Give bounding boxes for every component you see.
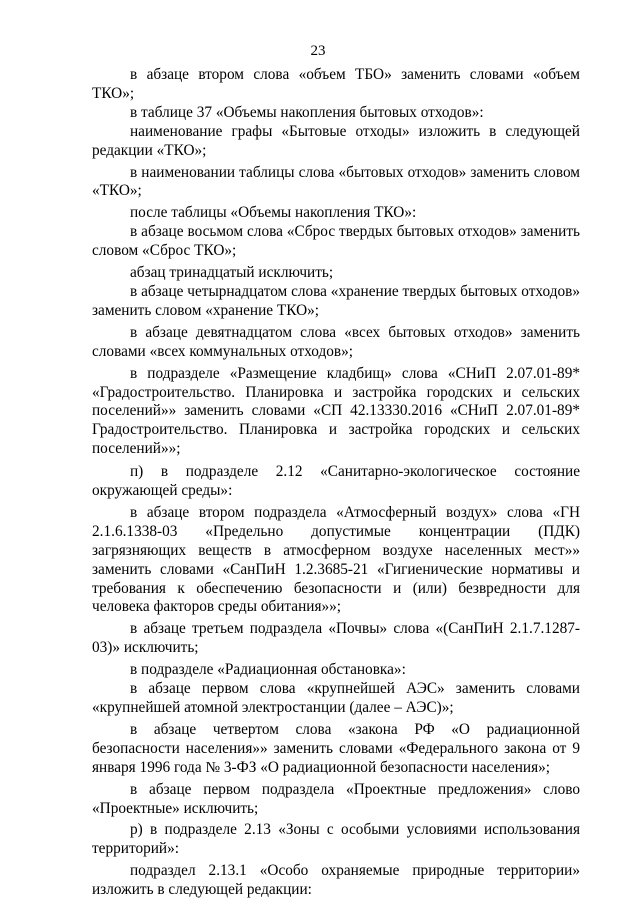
paragraph: в абзаце третьем подраздела «Почвы» слова «(СанПиН 2.1.7.1287-03)» исключить; — [92, 620, 580, 657]
paragraph: р) в подразделе 2.13 «Зоны с особыми условиями использования территорий»: — [92, 821, 580, 858]
paragraph: в подразделе «Радиационная обстановка»: — [130, 661, 406, 679]
document-body — [92, 66, 580, 900]
page-number: 23 — [310, 43, 326, 59]
paragraph: в абзаце втором слова «объем ТБО» заменить словами «объем ТКО»; — [92, 66, 580, 102]
paragraph: после таблицы «Объемы накопления ТКО»: — [130, 204, 417, 222]
paragraph: в абзаце первом подраздела «Проектные предложения» слово «Проектные» исключить; — [92, 780, 580, 817]
paragraph: в абзаце девятнадцатом слова «всех бытовых отходов» заменить словами «всех коммунальных отходов»; — [92, 323, 580, 360]
paragraph: в абзаце четырнадцатом слова «хранение твердых бытовых отходов» заменить словом «хранение ТКО»; — [92, 282, 580, 319]
paragraph: в абзаце четвертом слова «закона РФ «О радиационной безопасности населения»» заменить словами «Федерального закона от 9 января 1996 года № 3-ФЗ «О радиационной безопасности населения»; — [92, 720, 580, 776]
paragraph: подраздел 2.13.1 «Особо охраняемые природные территории» изложить в следующей редакции: — [92, 862, 580, 899]
paragraph: в абзаце восьмом слова «Сброс твердых бытовых отходов» заменить словом «Сброс ТКО»; — [92, 223, 580, 260]
paragraph: наименование графы «Бытовые отходы» изложить в следующей редакции «ТКО»; — [92, 122, 580, 159]
paragraph: в таблице 37 «Объемы накопления бытовых отходов»: — [130, 103, 484, 121]
paragraph: в подразделе «Размещение кладбищ» слова «СНиП 2.07.01-89* «Градостроительство. Планировка и застройка городских и сельских поселений»» заменить словами «СП 42.13330.2016 «СНиП 2.07.01-89* Градостроительство. Планировка и застройка городских и сельских поселений»»; — [92, 364, 580, 458]
paragraph: абзац тринадцатый исключить; — [130, 264, 334, 282]
paragraph: в наименовании таблицы слова «бытовых отходов» заменить словом «ТКО»; — [92, 163, 580, 200]
paragraph: п) в подразделе 2.12 «Санитарно-экологическое состояние окружающей среды»: — [92, 463, 580, 500]
paragraph: в абзаце втором подраздела «Атмосферный воздух» слова «ГН 2.1.6.1338-03 «Предельно допустимые концентрации (ПДК) загрязняющих веществ в атмосферном воздухе населенных мест»» заменить словами «СанПиН 1.2.3685-21 «Гигиенические нормативы и требования к обеспечению безопасности и (или) безвредности для человека факторов среды обитания»»; — [92, 503, 580, 616]
paragraph: в абзаце первом слова «крупнейшей АЭС» заменить словами «крупнейшей атомной электростанции (далее – АЭС)»; — [92, 680, 580, 716]
